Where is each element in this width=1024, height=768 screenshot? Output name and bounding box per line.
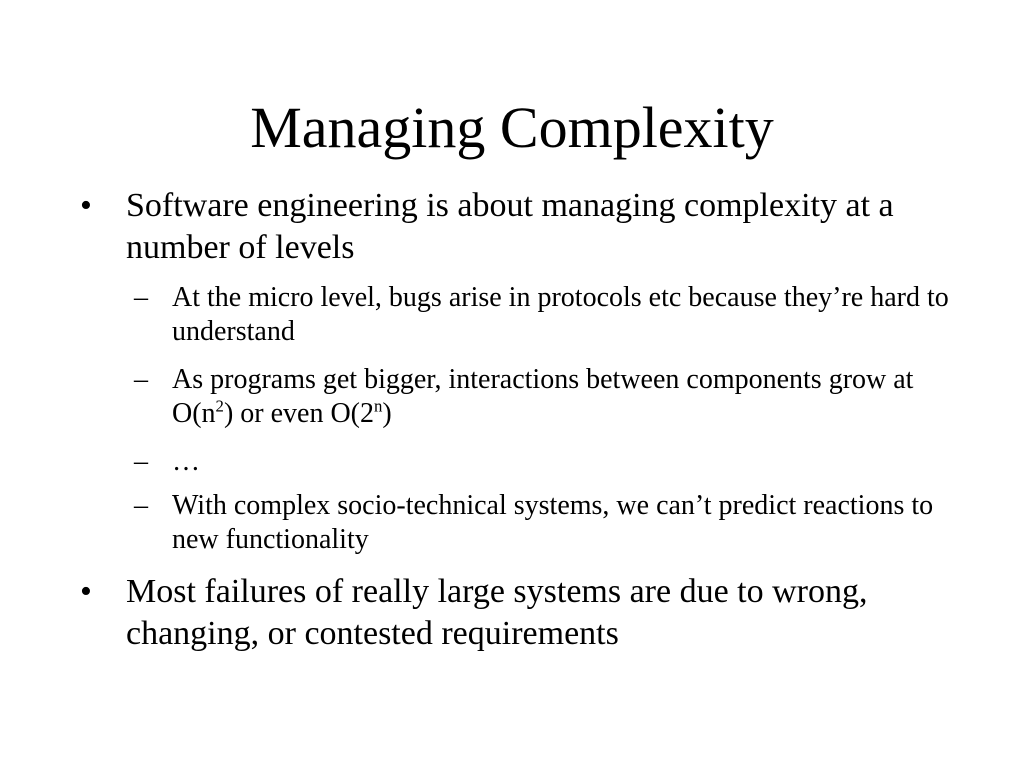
bullet-marker: • (80, 573, 92, 610)
superscript: n (374, 396, 383, 416)
bullet-item (80, 185, 960, 269)
sub-bullet-text-part: ) or even O(2 (223, 398, 374, 429)
sub-bullet-marker: – (134, 282, 148, 313)
sub-bullet-item (130, 281, 950, 349)
bullet-item (80, 571, 960, 655)
slide-title: Managing Complexity (250, 95, 774, 160)
sub-bullet-text: … (172, 446, 200, 477)
sub-bullet-text-part: As programs get bigger, interactions between components grow at O(n (172, 364, 914, 429)
bullet-text: Software engineering is about managing complexity at a number of levels (126, 187, 894, 266)
sub-bullet-text: With complex socio-technical systems, we can’t predict reactions to new functionality (172, 490, 934, 555)
sub-bullet-text-part: ) (382, 398, 392, 429)
sub-bullet-text: At the micro level, bugs arise in protocols etc because they’re hard to understand (172, 282, 949, 347)
sub-bullet-marker: – (134, 490, 148, 521)
sub-bullet-marker: – (134, 446, 148, 477)
sub-bullet-text (172, 363, 950, 431)
sub-bullet-item (130, 363, 950, 431)
bullet-text: Most failures of really large systems are due to wrong, changing, or contested requirements (126, 573, 868, 652)
bullet-marker: • (80, 187, 92, 224)
superscript: 2 (215, 396, 224, 416)
sub-bullet-item (130, 489, 950, 557)
sub-bullet-item (130, 445, 950, 479)
sub-bullet-marker: – (134, 364, 148, 395)
